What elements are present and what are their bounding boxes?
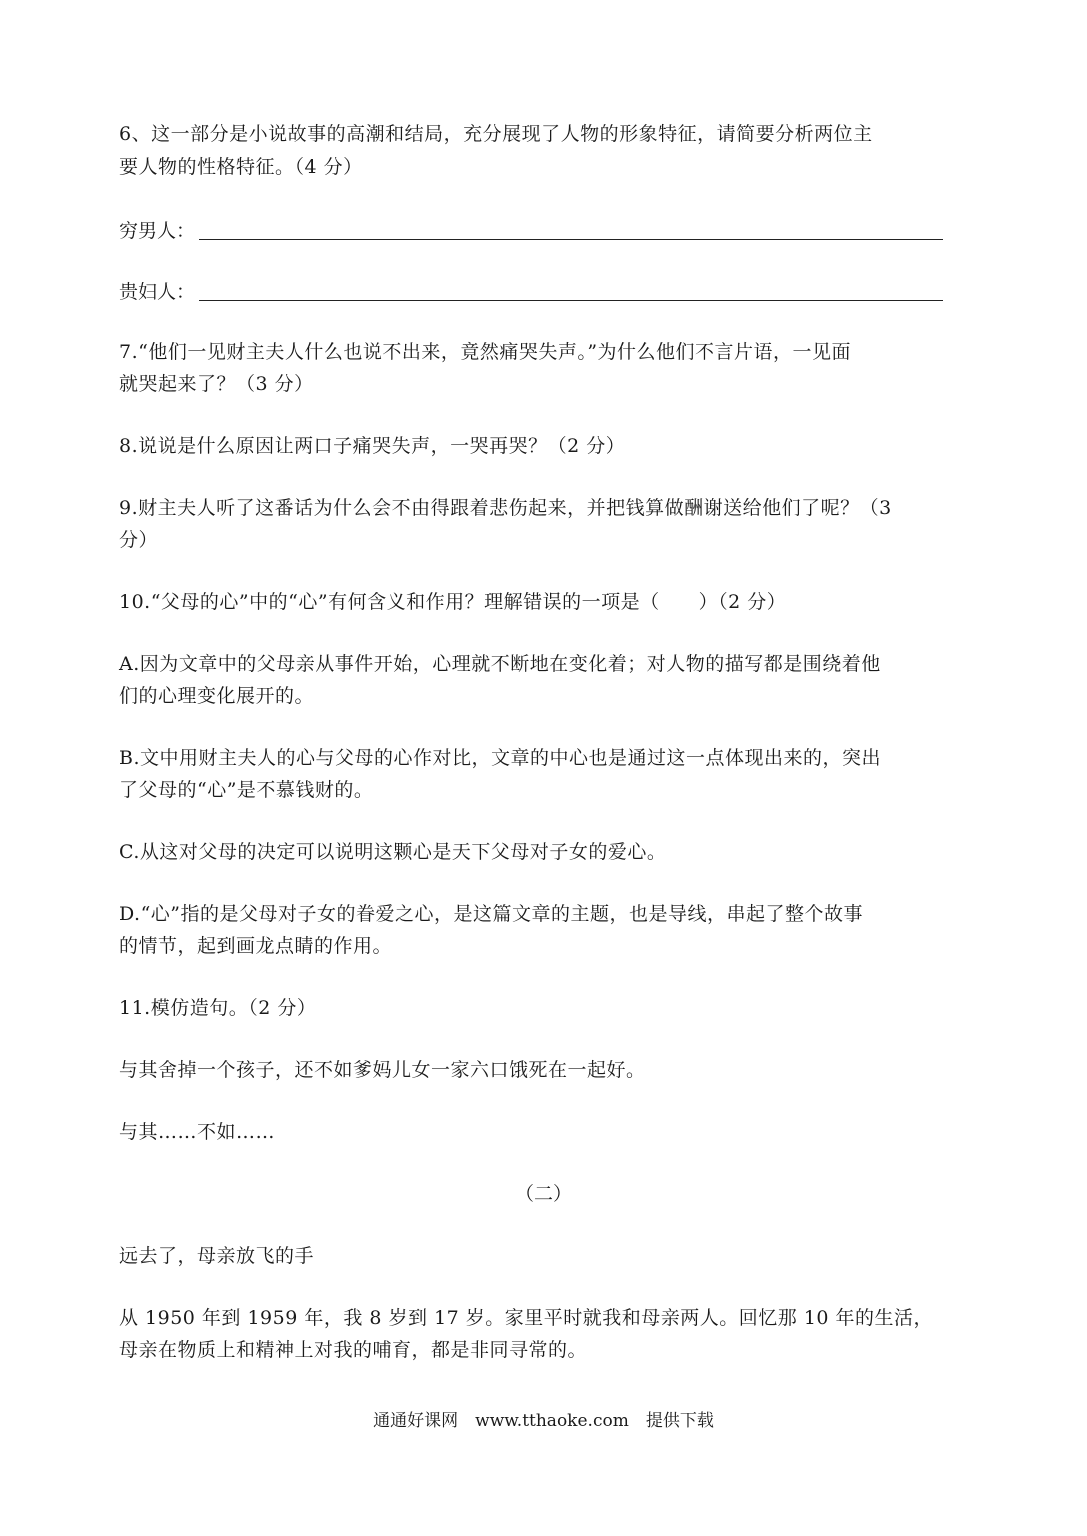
q9-line-2: 分）: [119, 529, 159, 551]
q10-option-d-line-1: D.“心”指的是父母对子女的眷爱之心，是这篇文章的主题，也是导线，串起了整个故事: [119, 903, 864, 925]
q7-line-2: 就哭起来了？（3 分）: [119, 373, 314, 395]
q11-stem: 11.模仿造句。（2 分）: [119, 997, 317, 1019]
q6-line-2: 要人物的性格特征。（4 分）: [119, 156, 363, 178]
section-paragraph-line-1: 从 1950 年到 1959 年，我 8 岁到 17 岁。家里平时就我和母亲两人。回忆那 10 年的生活，: [119, 1307, 934, 1329]
q11-pattern: 与其……不如……: [119, 1121, 276, 1143]
q10-option-a-line-1: A.因为文章中的父母亲从事件开始，心理就不断地在变化着；对人物的描写都是围绕着他: [119, 653, 881, 675]
q6-blank-label-poor-man: 穷男人：: [119, 220, 196, 242]
q7-line-1: 7.“他们一见财主夫人什么也说不出来，竟然痛哭失声。”为什么他们不言片语，一见面: [119, 341, 852, 363]
q11-example-sentence: 与其舍掉一个孩子，还不如爹妈儿女一家六口饿死在一起好。: [119, 1059, 646, 1081]
q6-blank-label-noble-woman: 贵妇人：: [119, 281, 196, 303]
q6-answer-row-poor-man: [119, 216, 943, 247]
section-title: 远去了，母亲放飞的手: [119, 1245, 315, 1267]
q10-stem: 10.“父母的心”中的“心”有何含义和作用？理解错误的一项是（ ）（2 分）: [119, 591, 787, 613]
q8-line-1: 8.说说是什么原因让两口子痛哭失声，一哭再哭？（2 分）: [119, 435, 626, 457]
q6-line-1: 6、这一部分是小说故事的高潮和结局，充分展现了人物的形象特征，请简要分析两位主: [119, 123, 873, 145]
q10-option-d-line-2: 的情节，起到画龙点睛的作用。: [119, 935, 393, 957]
q10-option-b-line-1: B.文中用财主夫人的心与父母的心作对比，文章的中心也是通过这一点体现出来的，突出: [119, 747, 882, 769]
q6-answer-blank-noble-woman[interactable]: [199, 299, 943, 301]
section-heading: （二）: [514, 1183, 572, 1205]
q6-answer-blank-poor-man[interactable]: [199, 238, 943, 240]
q10-option-c-line-1: C.从这对父母的决定可以说明这颗心是天下父母对子女的爱心。: [119, 841, 667, 863]
q9-line-1: 9.财主夫人听了这番话为什么会不由得跟着悲伤起来，并把钱算做酬谢送给他们了呢？（3: [119, 497, 892, 519]
q10-option-a-line-2: 们的心理变化展开的。: [119, 685, 315, 707]
q6-answer-row-noble-woman: [119, 277, 943, 308]
page-footer: 通通好课网 www.tthaoke.com 提供下载: [373, 1411, 714, 1431]
q10-option-b-line-2: 了父母的“心”是不慕钱财的。: [119, 779, 374, 801]
section-paragraph-line-2: 母亲在物质上和精神上对我的哺育，都是非同寻常的。: [119, 1339, 588, 1361]
